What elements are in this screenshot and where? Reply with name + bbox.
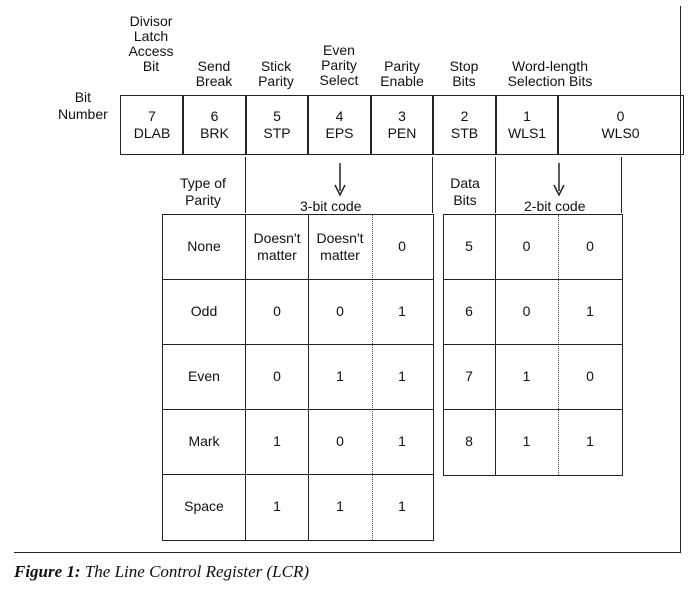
table-cell-stp: Doesn't matter — [253, 229, 301, 263]
table-cell-bits: 8 — [465, 433, 473, 449]
bracket-line — [621, 157, 622, 213]
caption-text: The Line Control Register (LCR) — [84, 562, 309, 581]
table-cell-stp: 0 — [273, 368, 281, 384]
down-arrow-icon — [551, 163, 567, 197]
table-cell-eps: 1 — [336, 498, 344, 514]
header-wls: Word-length Selection Bits — [507, 58, 593, 89]
table-cell-eps: Doesn't matter — [316, 229, 364, 263]
type-of-parity-label: Type of Parity — [180, 175, 226, 208]
bit-cell: 1 WLS1 — [495, 95, 559, 155]
table-cell-wls1: 1 — [522, 368, 531, 384]
table-cell-pen: 1 — [398, 368, 406, 384]
table-cell-eps: 0 — [336, 433, 344, 449]
table-cell-wls0: 0 — [586, 238, 594, 254]
bit-number-label: Bit Number — [58, 89, 108, 122]
bracket-line — [432, 157, 433, 213]
table-cell-wls1: 0 — [522, 303, 531, 319]
header-brk: Send Break — [195, 58, 233, 89]
table-cell-pen: 0 — [398, 238, 406, 254]
table-cell-bits: 6 — [465, 303, 473, 319]
table-cell-eps: 1 — [336, 368, 344, 384]
bracket-line — [245, 157, 246, 213]
table-cell-type: Space — [184, 498, 224, 514]
table-cell-type: Mark — [188, 433, 220, 449]
header-pen: Parity Enable — [380, 58, 424, 89]
header-dlab: Divisor Latch Access Bit — [128, 13, 174, 74]
bit-cell: 7 DLAB — [120, 95, 184, 155]
table-cell-wls0: 0 — [586, 368, 594, 384]
table-cell-pen: 1 — [398, 433, 406, 449]
table-cell-type: Even — [188, 368, 220, 384]
down-arrow-icon — [332, 163, 348, 197]
figure-caption — [14, 562, 309, 582]
table-cell-wls0: 1 — [586, 303, 594, 319]
two-bit-code-label: 2-bit code — [524, 198, 586, 214]
table-cell-pen: 1 — [398, 303, 406, 319]
table-cell-stp: 1 — [273, 433, 281, 449]
caption-label: Figure 1: — [14, 562, 81, 581]
bit-cell: 5 STP — [245, 95, 309, 155]
data-bits-label: Data Bits — [450, 175, 480, 208]
table-cell-eps: 0 — [336, 303, 344, 319]
three-bit-code-label: 3-bit code — [300, 198, 362, 214]
table-cell-stp: 1 — [273, 498, 281, 514]
table-cell-type: Odd — [190, 303, 218, 319]
header-stp: Stick Parity — [258, 58, 294, 89]
table-cell-wls1: 1 — [522, 433, 531, 449]
bit-cell: 2 STB — [432, 95, 497, 155]
bit-cell: 6 BRK — [182, 95, 247, 155]
table-cell-wls0: 1 — [586, 433, 594, 449]
header-stb: Stop Bits — [449, 58, 479, 89]
table-cell-pen: 1 — [398, 498, 406, 514]
bracket-line — [495, 157, 496, 213]
table-cell-bits: 5 — [465, 238, 473, 254]
bit-cell: 3 PEN — [370, 95, 434, 155]
table-cell-bits: 7 — [465, 368, 473, 384]
bit-row — [120, 95, 684, 157]
table-cell-stp: 0 — [273, 303, 281, 319]
header-eps: Even Parity Select — [319, 42, 359, 88]
bit-cell: 0 WLS0 — [557, 95, 684, 155]
table-cell-type: None — [187, 238, 221, 254]
bit-cell: 4 EPS — [307, 95, 372, 155]
table-cell-wls1: 0 — [522, 238, 531, 254]
